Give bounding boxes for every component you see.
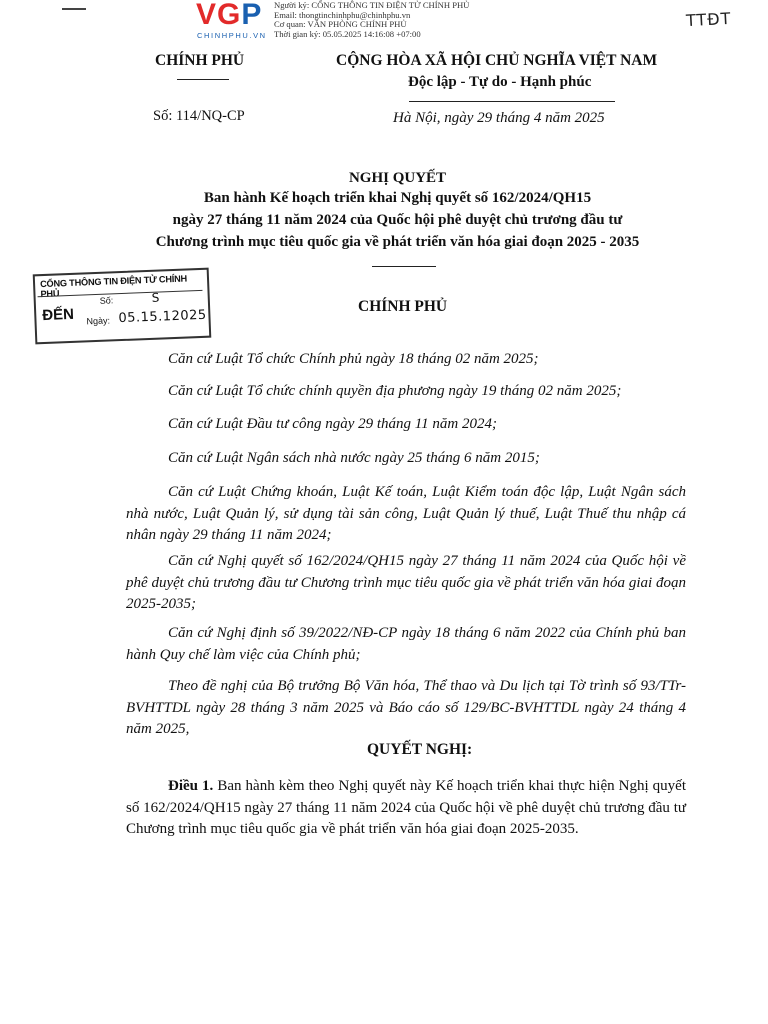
stamp-den: ĐẾN: [41, 305, 75, 325]
issuing-agency: CHÍNH PHỦ: [155, 52, 245, 69]
signature-signer: Người ký: CỔNG THÔNG TIN ĐIỆN TỬ CHÍNH PHỦ: [274, 0, 470, 10]
stamp-date-label: Ngày:: [86, 315, 111, 327]
legal-basis-3: Căn cứ Luật Đầu tư công ngày 29 tháng 11 năm 2024;: [168, 416, 497, 432]
article-1-label: Điều 1.: [168, 778, 214, 794]
legal-basis-1: Căn cứ Luật Tổ chức Chính phủ ngày 18 tháng 02 năm 2025;: [168, 351, 539, 367]
vgp-logo: VGP: [196, 0, 263, 31]
motto-underline: [409, 101, 615, 102]
handwritten-note: TTĐT: [685, 8, 732, 31]
document-subject-line-3: Chương trình mục tiêu quốc gia về phát triển văn hóa giai đoạn 2025 - 2035: [155, 234, 640, 250]
legal-basis-4: Căn cứ Luật Ngân sách nhà nước ngày 25 tháng 6 năm 2015;: [168, 450, 540, 466]
legal-basis-7: Căn cứ Nghị định số 39/2022/NĐ-CP ngày 18 tháng 6 năm 2022 của Chính phủ ban hành Quy chế làm việc của Chính phủ;: [126, 625, 686, 663]
article-1-text: Ban hành kèm theo Nghị quyết này Kế hoạch triển khai thực hiện Nghị quyết số 162/2024/QH15 ngày 27 tháng 11 năm 2024 của Quốc hội về phê duyệt chủ trương đầu tư Chương trình mục tiêu quốc gia về phát triển văn hóa giai đoạn 2025-2035.: [126, 778, 687, 837]
legal-basis-6: Căn cứ Nghị quyết số 162/2024/QH15 ngày 27 tháng 11 năm 2024 của Quốc hội về phê duyệt chủ trương đầu tư Chương trình mục tiêu quốc gia về phát triển văn hóa giai đoạn 2025-2035;: [126, 553, 686, 612]
scan-mark: [62, 8, 86, 10]
decision-heading: QUYẾT NGHỊ:: [367, 741, 473, 758]
title-underline: [372, 266, 436, 267]
article-1: [126, 776, 686, 841]
stamp-title: CỔNG THÔNG TIN ĐIỆN TỬ CHÍNH PHỦ: [39, 273, 188, 300]
signature-time: Thời gian ký: 05.05.2025 14:16:08 +07:00: [274, 28, 421, 39]
signature-email: Email: thongtinchinhphu@chinhphu.vn: [274, 9, 411, 20]
document-subject-line-2: ngày 27 tháng 11 năm 2024 của Quốc hội phê duyệt chủ trương đầu tư: [172, 212, 623, 228]
stamp-number-label: Số:: [99, 295, 114, 306]
stamp-number: S: [151, 290, 160, 305]
received-stamp: [33, 268, 212, 345]
proposal-basis: Theo đề nghị của Bộ trưởng Bộ Văn hóa, Thể thao và Du lịch tại Tờ trình số 93/TTr-BVHTTDL ngày 28 tháng 3 năm 2025 và Báo cáo số 129/BC-BVHTTDL ngày 24 tháng 4 năm 2025,: [126, 678, 686, 737]
legal-basis-2: Căn cứ Luật Tổ chức chính quyền địa phương ngày 19 tháng 02 năm 2025;: [168, 383, 622, 399]
document-subject-line-1: Ban hành Kế hoạch triển khai Nghị quyết số 162/2024/QH15: [203, 190, 592, 206]
national-motto: Độc lập - Tự do - Hạnh phúc: [408, 74, 592, 90]
place-and-date: Hà Nội, ngày 29 tháng 4 năm 2025: [393, 110, 605, 126]
vgp-logo-subtitle: CHINHPHU.VN: [197, 31, 267, 40]
stamp-date: 05.15.12025: [118, 307, 207, 327]
document-type: NGHỊ QUYẾT: [348, 170, 447, 186]
signature-agency: Cơ quan: VĂN PHÒNG CHÍNH PHỦ: [274, 19, 407, 30]
agency-underline: [177, 79, 229, 80]
national-title: CỘNG HÒA XÃ HỘI CHỦ NGHĨA VIỆT NAM: [336, 52, 658, 69]
issuer-heading: CHÍNH PHỦ: [358, 298, 448, 315]
legal-basis-5: Căn cứ Luật Chứng khoán, Luật Kế toán, Luật Kiểm toán độc lập, Luật Ngân sách nhà nước, Luật Quản lý, sử dụng tài sản công, Luật Quản lý thuế, Luật Thuế thu nhập cá nhân ngày 29 tháng 11 năm 2024;: [126, 484, 686, 543]
document-number: Số: 114/NQ-CP: [153, 108, 245, 124]
digital-signature-info: [274, 1, 469, 39]
